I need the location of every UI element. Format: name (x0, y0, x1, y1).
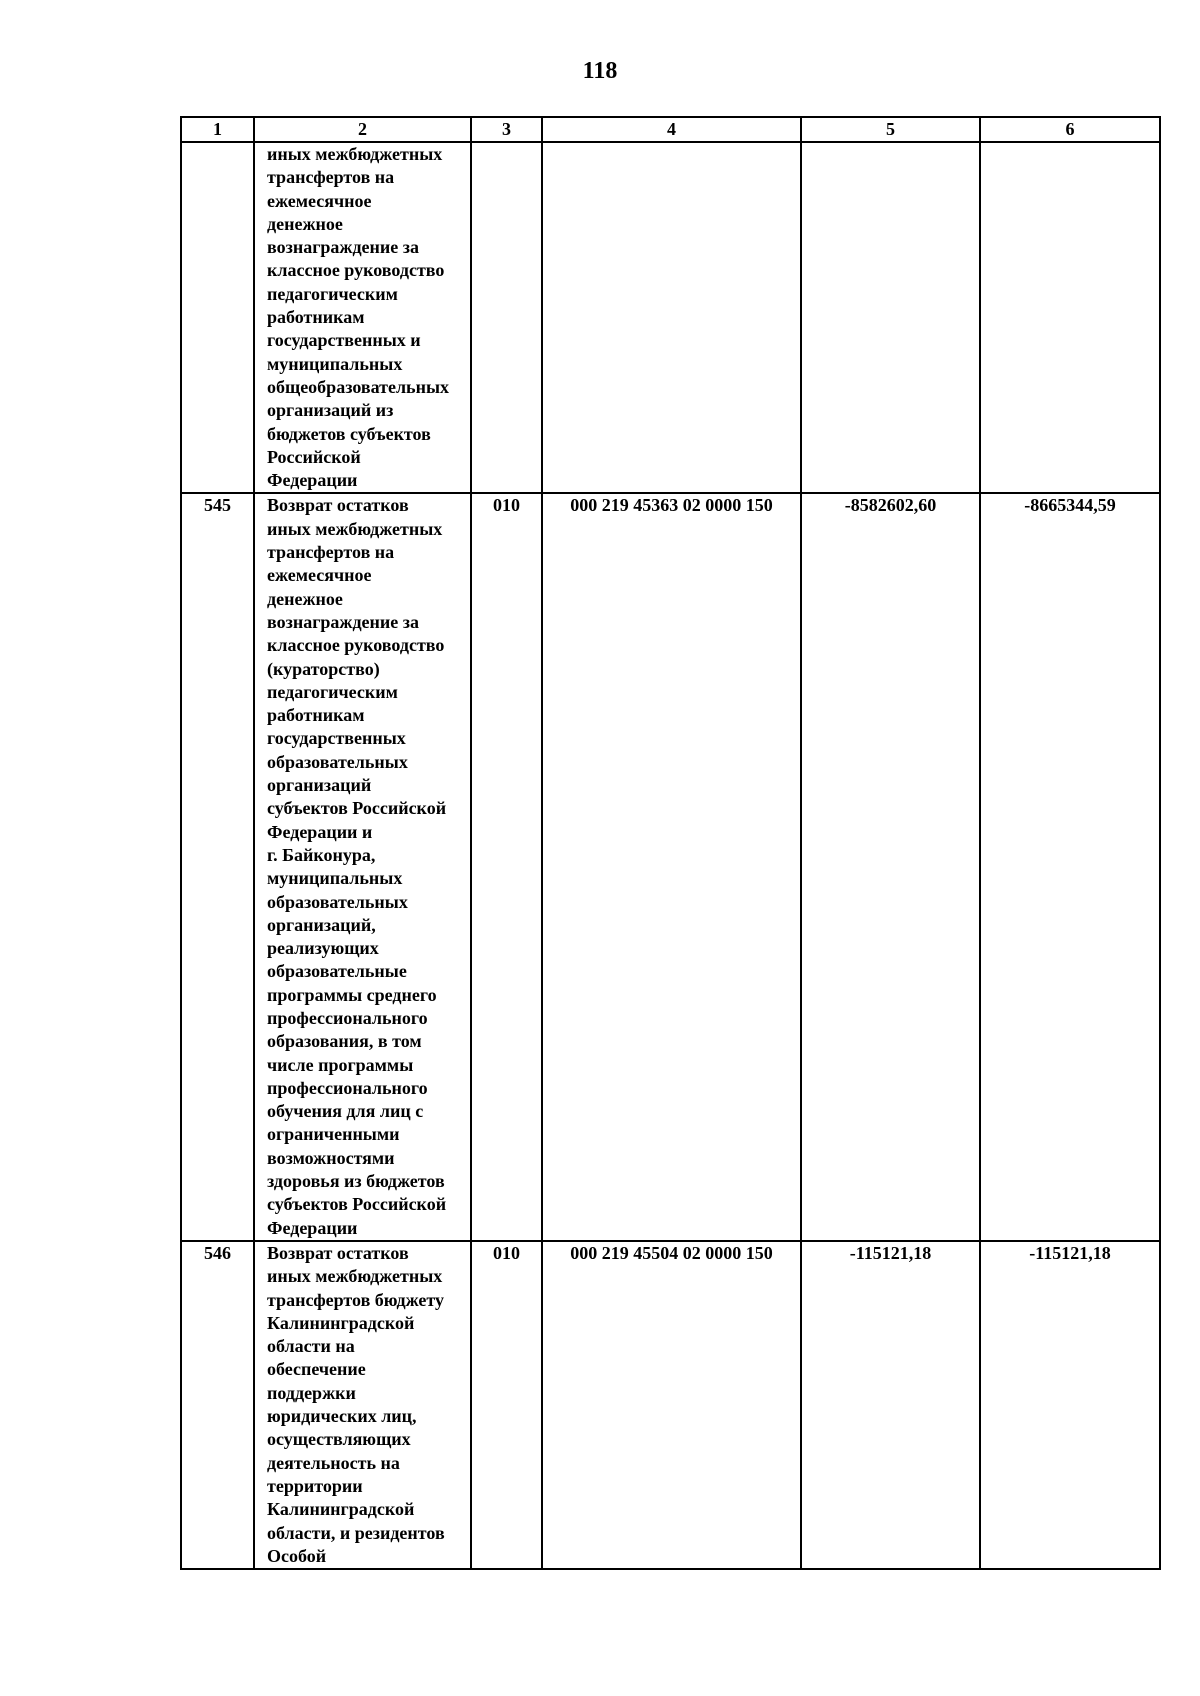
description-line: осуществляющих (267, 1429, 411, 1450)
description-line: организаций (267, 775, 372, 796)
budget-table (180, 116, 1161, 1570)
table-header-row (181, 117, 1160, 142)
description-line: поддержки (267, 1382, 356, 1403)
description-line: юридических лиц, (267, 1406, 417, 1427)
row-description (254, 142, 471, 493)
description-line: трансфертов бюджету (267, 1289, 445, 1310)
description-line: ежемесячное (267, 190, 372, 211)
description-line: иных межбюджетных (267, 1266, 443, 1287)
description-line: организаций из (267, 400, 394, 421)
description-line: денежное (267, 213, 343, 234)
description-line: ежемесячное (267, 565, 372, 586)
description-line: педагогическим (267, 283, 398, 304)
description-line: Калининградской (267, 1312, 415, 1333)
description-line: (кураторство) (267, 658, 380, 679)
description-line: образования, в том (267, 1031, 422, 1052)
description-line: работникам (267, 307, 365, 328)
description-line: государственных (267, 728, 406, 749)
description-line: г. Байконура, (267, 844, 376, 865)
description-line: трансфертов на (267, 542, 395, 563)
row-description (254, 493, 471, 1241)
description-line: территории (267, 1475, 363, 1496)
description-line: иных межбюджетных (267, 144, 443, 164)
column-header-5: 5 (801, 117, 980, 142)
description-line: Возврат остатков (267, 495, 409, 516)
column-header-6: 6 (980, 117, 1160, 142)
description-line: работникам (267, 705, 365, 726)
description-line: классное руководство (267, 635, 445, 656)
description-line: образовательные (267, 961, 407, 982)
description-line: муниципальных (267, 353, 403, 374)
description-line: программы среднего (267, 984, 437, 1005)
description-line: общеобразовательных (267, 376, 450, 397)
description-line: здоровья из бюджетов (267, 1171, 445, 1192)
table-row (181, 1241, 1160, 1569)
description-line: муниципальных (267, 868, 403, 889)
description-line: трансфертов на (267, 167, 395, 188)
column-header-3: 3 (471, 117, 542, 142)
budget-classification-code: 000 219 45504 02 0000 150 (542, 1241, 801, 1569)
amount-column-5: -115121,18 (801, 1241, 980, 1569)
description-line: иных межбюджетных (267, 518, 443, 539)
description-line: Федерации (267, 470, 358, 491)
amount-column-6: -8665344,59 (980, 493, 1160, 1241)
amount-column-6: -115121,18 (980, 1241, 1160, 1569)
admin-code: 010 (471, 493, 542, 1241)
description-line: профессионального (267, 1077, 428, 1098)
description-line: возможностями (267, 1147, 395, 1168)
column-header-1: 1 (181, 117, 254, 142)
table-row (181, 493, 1160, 1241)
description-line: Возврат остатков (267, 1242, 409, 1263)
page-number: 118 (582, 58, 618, 84)
description-line: числе программы (267, 1054, 414, 1075)
description-line: организаций, (267, 914, 376, 935)
description-line: Федерации и (267, 821, 373, 842)
amount-column-5: -8582602,60 (801, 493, 980, 1241)
row-description (254, 1241, 471, 1569)
column-header-4: 4 (542, 117, 801, 142)
description-line: Федерации (267, 1217, 358, 1238)
description-line: обучения для лиц с (267, 1101, 424, 1122)
amount-column-6 (980, 142, 1160, 493)
description-line: Особой (267, 1545, 327, 1566)
budget-classification-code: 000 219 45363 02 0000 150 (542, 493, 801, 1241)
admin-code: 010 (471, 1241, 542, 1569)
description-line: ограниченными (267, 1124, 400, 1145)
budget-classification-code (542, 142, 801, 493)
amount-column-5 (801, 142, 980, 493)
description-line: деятельность на (267, 1452, 400, 1473)
description-line: классное руководство (267, 260, 445, 281)
description-line: области, и резидентов (267, 1522, 445, 1543)
description-line: вознаграждение за (267, 237, 419, 258)
table-row (181, 142, 1160, 493)
row-number (181, 142, 254, 493)
description-line: субъектов Российской (267, 1194, 447, 1215)
description-line: Российской (267, 446, 361, 467)
description-line: образовательных (267, 751, 408, 772)
description-line: образовательных (267, 891, 408, 912)
column-header-2: 2 (254, 117, 471, 142)
description-line: области на (267, 1336, 355, 1357)
description-line: бюджетов субъектов (267, 423, 431, 444)
description-line: Калининградской (267, 1499, 415, 1520)
admin-code (471, 142, 542, 493)
description-line: денежное (267, 588, 343, 609)
description-line: обеспечение (267, 1359, 366, 1380)
description-line: реализующих (267, 938, 379, 959)
description-line: вознаграждение за (267, 611, 419, 632)
row-number: 546 (181, 1241, 254, 1569)
description-line: государственных и (267, 330, 421, 351)
description-line: субъектов Российской (267, 798, 447, 819)
row-number: 545 (181, 493, 254, 1241)
description-line: педагогическим (267, 681, 398, 702)
description-line: профессионального (267, 1007, 428, 1028)
